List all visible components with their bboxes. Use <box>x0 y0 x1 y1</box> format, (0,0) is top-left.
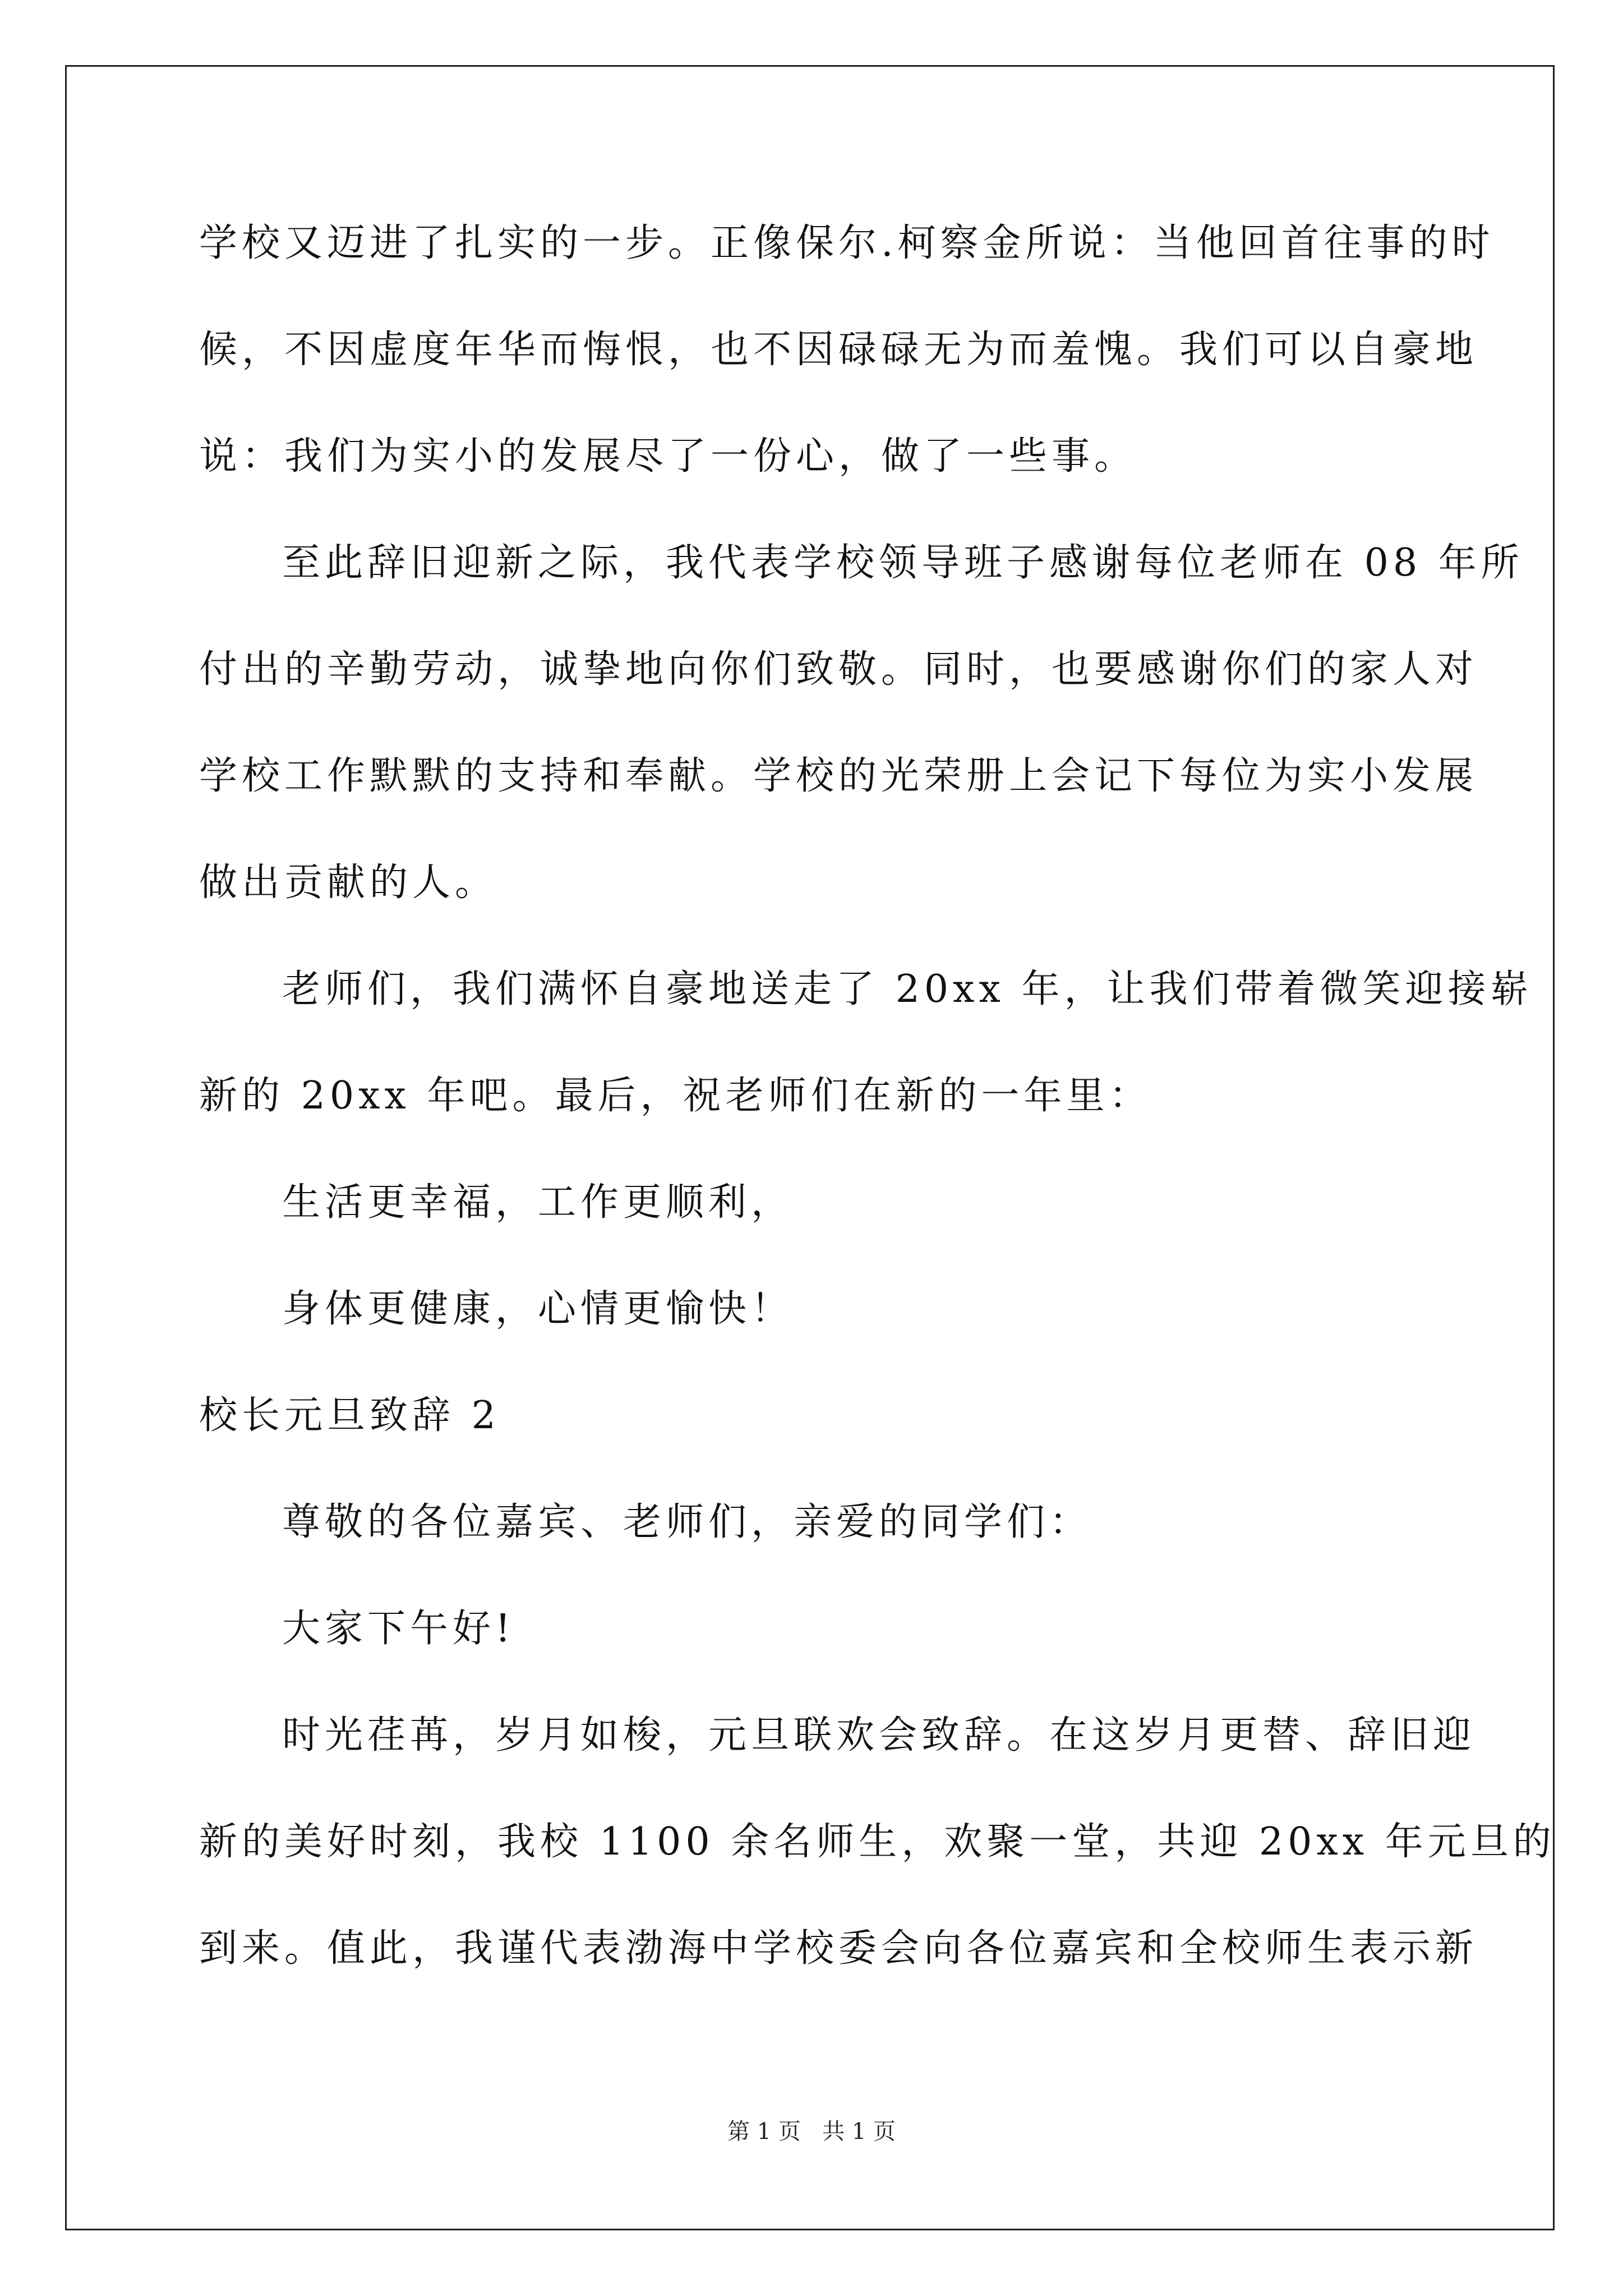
paragraph-line: 新的 20xx 年吧。最后，祝老师们在新的一年里： <box>199 1074 1152 1118</box>
paragraph-line: 候，不因虚度年华而悔恨，也不因碌碌无为而羞愧。我们可以自豪地 <box>199 328 1478 372</box>
paragraph-line: 说：我们为实小的发展尽了一份心，做了一些事。 <box>199 434 1137 478</box>
paragraph-line: 付出的辛勤劳动，诚挚地向你们致敬。同时，也要感谢你们的家人对 <box>199 647 1478 692</box>
paragraph-line: 身体更健康，心情更愉快！ <box>282 1287 794 1331</box>
paragraph-line: 至此辞旧迎新之际，我代表学校领导班子感谢每位老师在 08 年所 <box>282 541 1524 585</box>
salutation-line: 尊敬的各位嘉宾、老师们，亲爱的同学们： <box>282 1500 1092 1544</box>
section-heading: 校长元旦致辞 2 <box>199 1393 500 1438</box>
page-border <box>65 65 1555 2230</box>
greeting-line: 大家下午好! <box>282 1607 515 1651</box>
paragraph-line: 老师们，我们满怀自豪地送走了 20xx 年，让我们带着微笑迎接崭 <box>282 967 1533 1011</box>
paragraph-line: 学校又迈进了扎实的一步。正像保尔.柯察金所说：当他回首往事的时 <box>199 221 1495 265</box>
paragraph-line: 学校工作默默的支持和奉献。学校的光荣册上会记下每位为实小发展 <box>199 754 1478 798</box>
paragraph-line: 做出贡献的人。 <box>199 861 498 905</box>
paragraph-line: 时光荏苒，岁月如梭，元旦联欢会致辞。在这岁月更替、辞旧迎 <box>282 1713 1476 1757</box>
paragraph-line: 新的美好时刻，我校 1100 余名师生，欢聚一堂，共迎 20xx 年元旦的 <box>199 1820 1556 1864</box>
paragraph-line: 生活更幸福，工作更顺利， <box>282 1180 794 1225</box>
page-footer: 第 1 页 共 1 页 <box>727 2119 896 2145</box>
paragraph-line: 到来。值此，我谨代表渤海中学校委会向各位嘉宾和全校师生表示新 <box>199 1926 1478 1971</box>
